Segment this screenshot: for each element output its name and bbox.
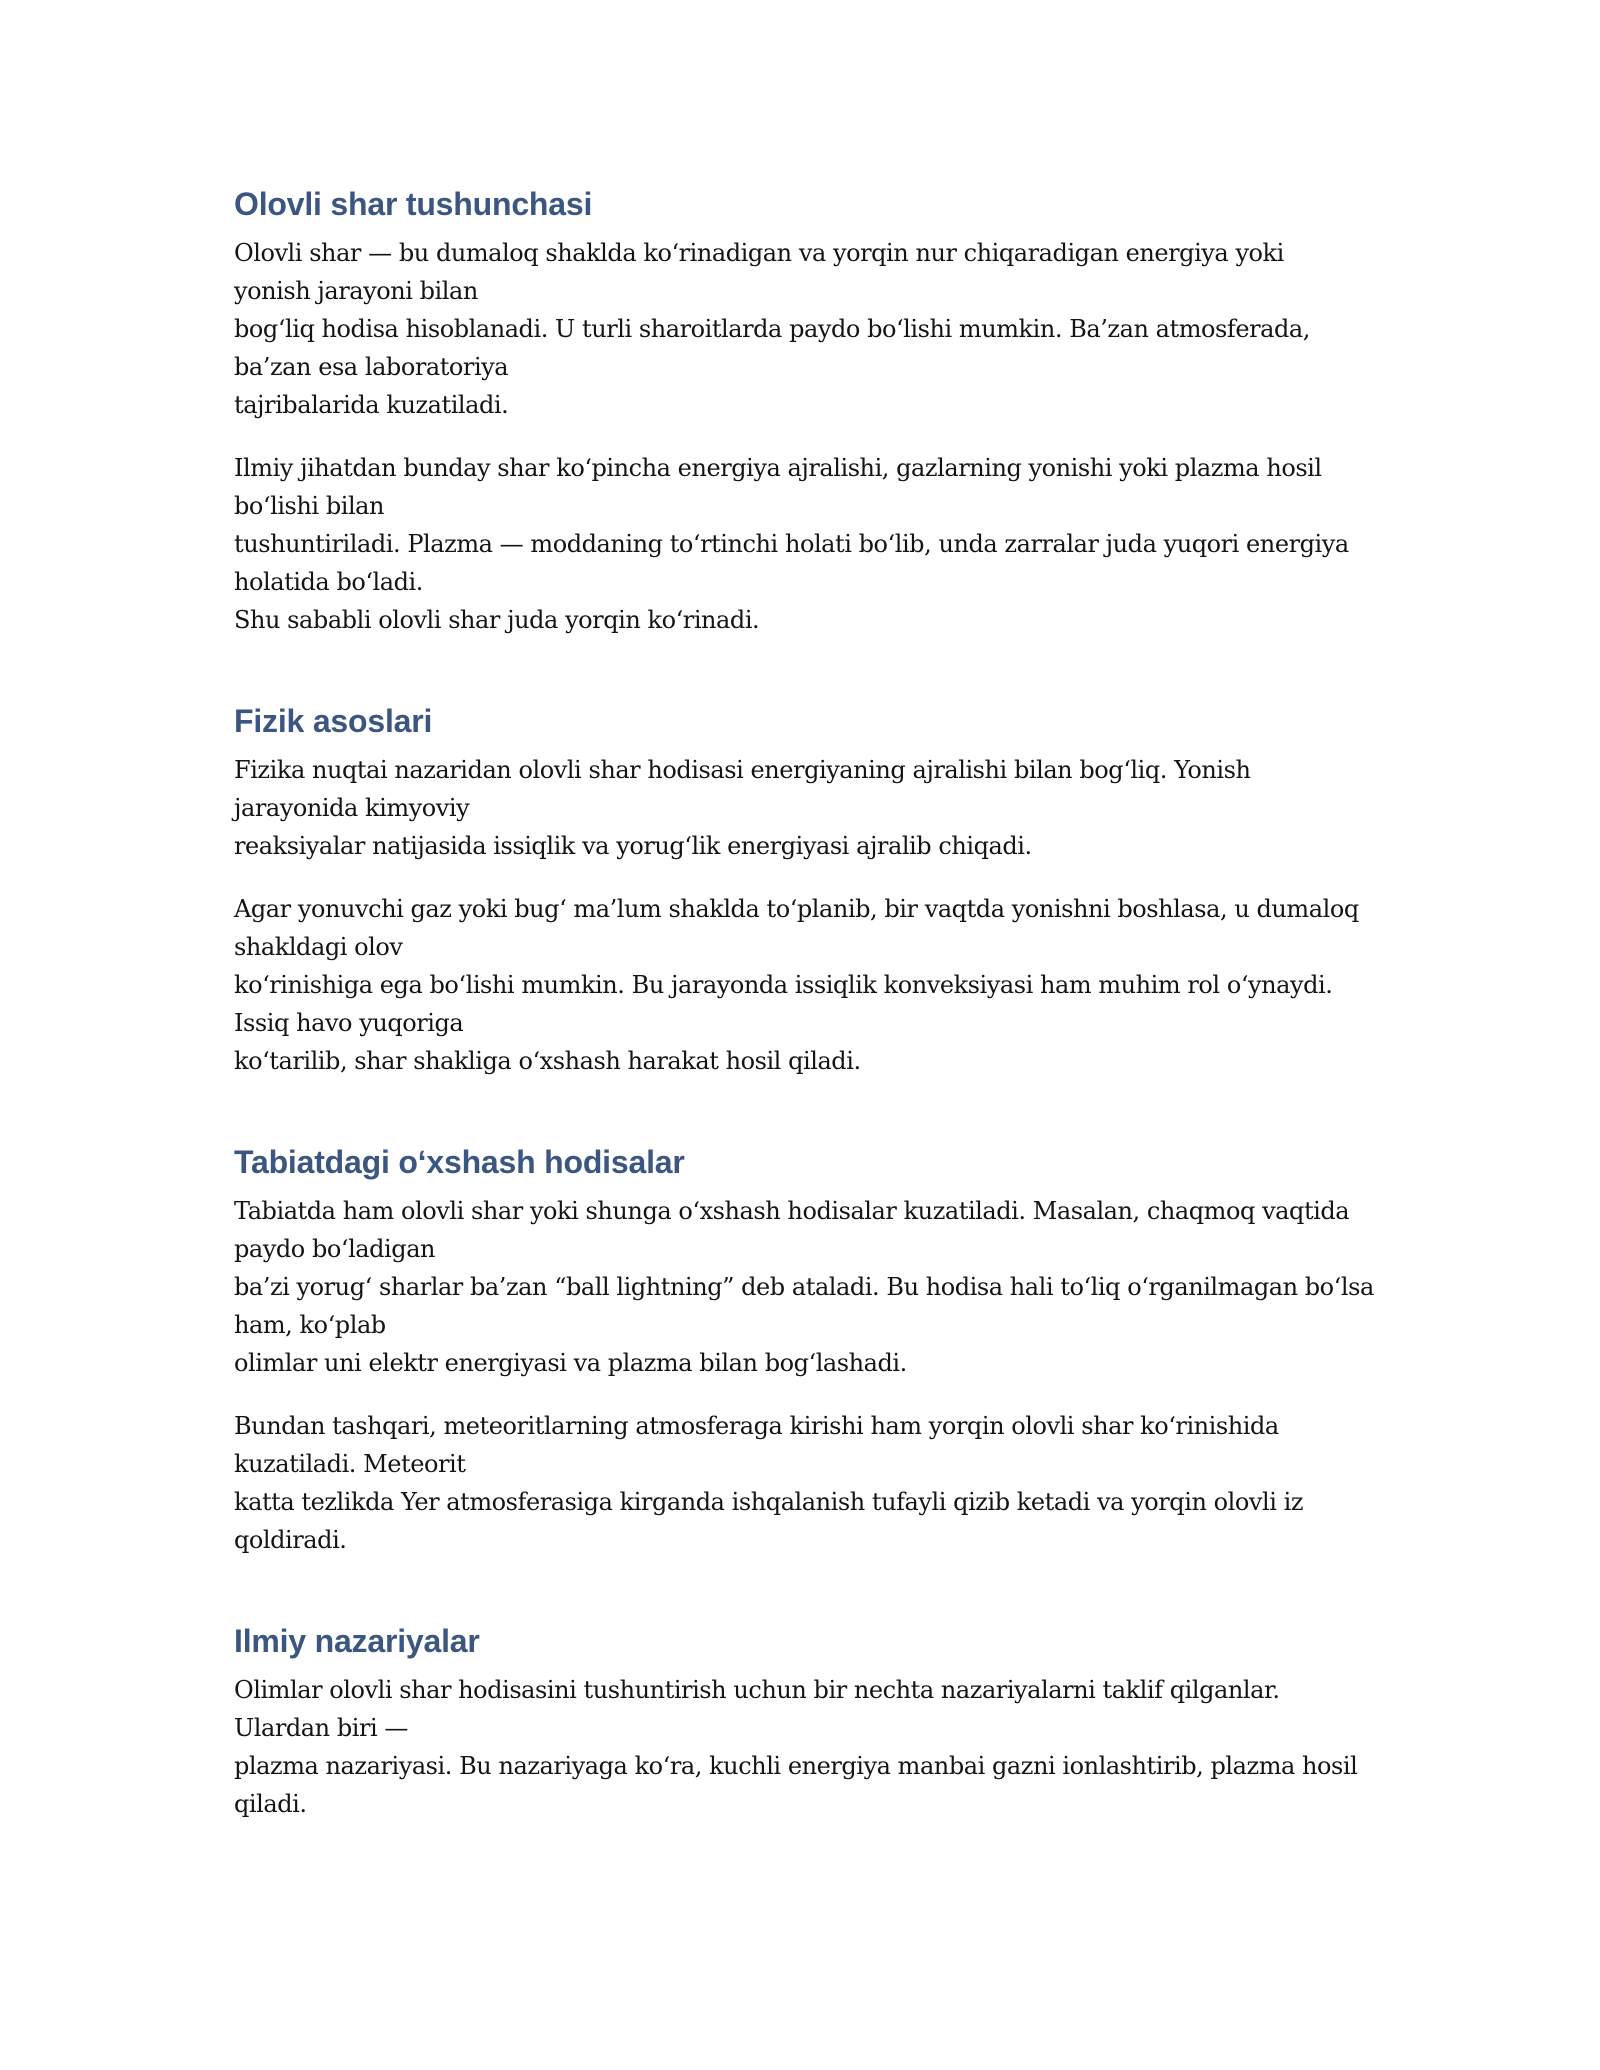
- text-line: holatida boʻladi.: [234, 568, 423, 596]
- section-ilmiy-nazariyalar: [234, 1617, 1374, 1823]
- section-heading: Fizik asoslari: [234, 703, 433, 739]
- text-line: katta tezlikda Yer atmosferasiga kirganda ishqalanish tufayli qizib ketadi va yorqin olovli iz: [234, 1488, 1304, 1516]
- section-fizik-asoslari: [234, 697, 1374, 1080]
- text-line: Olimlar olovli shar hodisasini tushuntirish uchun bir nechta nazariyalarni taklif qilganlar.: [234, 1676, 1280, 1704]
- text-line: ham, koʻplab: [234, 1311, 386, 1339]
- section-heading: Olovli shar tushunchasi: [234, 186, 593, 222]
- paragraph: [234, 1407, 1374, 1559]
- paragraph: [234, 449, 1374, 639]
- text-line: boʻlishi bilan: [234, 492, 385, 520]
- text-line: Issiq havo yuqoriga: [234, 1009, 464, 1037]
- section-tabiatdagi-hodisalar: [234, 1138, 1374, 1559]
- text-line: Agar yonuvchi gaz yoki bugʻ ma’lum shaklda toʻplanib, bir vaqtda yonishni boshlasa, u dumaloq: [234, 895, 1359, 923]
- text-line: jarayonida kimyoviy: [234, 794, 470, 822]
- document-page: [234, 180, 1374, 1881]
- paragraph: [234, 234, 1374, 424]
- text-line: qoldiradi.: [234, 1526, 347, 1554]
- text-line: Olovli shar — bu dumaloq shaklda koʻrinadigan va yorqin nur chiqaradigan energiya yoki: [234, 239, 1284, 267]
- text-line: tajribalarida kuzatiladi.: [234, 391, 509, 419]
- text-line: Ulardan biri —: [234, 1714, 408, 1742]
- text-line: koʻtarilib, shar shakliga oʻxshash harakat hosil qiladi.: [234, 1047, 861, 1075]
- section-olovli-shar: [234, 180, 1374, 639]
- section-heading: Tabiatdagi oʻxshash hodisalar: [234, 1144, 685, 1180]
- text-line: bogʻliq hodisa hisoblanadi. U turli sharoitlarda paydo boʻlishi mumkin. Ba’zan atmosferada,: [234, 315, 1310, 343]
- text-line: ba’zi yorugʻ sharlar ba’zan “ball lightning” deb ataladi. Bu hodisa hali toʻliq oʻrganilmagan boʻlsa: [234, 1273, 1374, 1301]
- paragraph: [234, 890, 1374, 1080]
- text-line: reaksiyalar natijasida issiqlik va yorugʻlik energiyasi ajralib chiqadi.: [234, 832, 1032, 860]
- section-heading: Ilmiy nazariyalar: [234, 1623, 480, 1659]
- text-line: olimlar uni elektr energiyasi va plazma bilan bogʻlashadi.: [234, 1349, 907, 1377]
- text-line: plazma nazariyasi. Bu nazariyaga koʻra, kuchli energiya manbai gazni ionlashtirib, plazma hosil: [234, 1752, 1358, 1780]
- text-line: Tabiatda ham olovli shar yoki shunga oʻxshash hodisalar kuzatiladi. Masalan, chaqmoq vaqtida: [234, 1197, 1350, 1225]
- text-line: qiladi.: [234, 1790, 307, 1818]
- paragraph: [234, 751, 1374, 865]
- text-line: Ilmiy jihatdan bunday shar koʻpincha energiya ajralishi, gazlarning yonishi yoki plazma hosil: [234, 454, 1322, 482]
- paragraph: [234, 1671, 1374, 1823]
- text-line: yonish jarayoni bilan: [234, 277, 478, 305]
- text-line: Bundan tashqari, meteoritlarning atmosferaga kirishi ham yorqin olovli shar koʻrinishida: [234, 1412, 1279, 1440]
- text-line: Shu sababli olovli shar juda yorqin koʻrinadi.: [234, 606, 760, 634]
- text-line: Fizika nuqtai nazaridan olovli shar hodisasi energiyaning ajralishi bilan bogʻliq. Yonish: [234, 756, 1251, 784]
- text-line: ba’zan esa laboratoriya: [234, 353, 509, 381]
- text-line: shakldagi olov: [234, 933, 403, 961]
- paragraph: [234, 1192, 1374, 1382]
- text-line: koʻrinishiga ega boʻlishi mumkin. Bu jarayonda issiqlik konveksiyasi ham muhim rol oʻynaydi.: [234, 971, 1333, 999]
- text-line: paydo boʻladigan: [234, 1235, 436, 1263]
- text-line: kuzatiladi. Meteorit: [234, 1450, 466, 1478]
- text-line: tushuntiriladi. Plazma — moddaning toʻrtinchi holati boʻlib, unda zarralar juda yuqori energiya: [234, 530, 1349, 558]
